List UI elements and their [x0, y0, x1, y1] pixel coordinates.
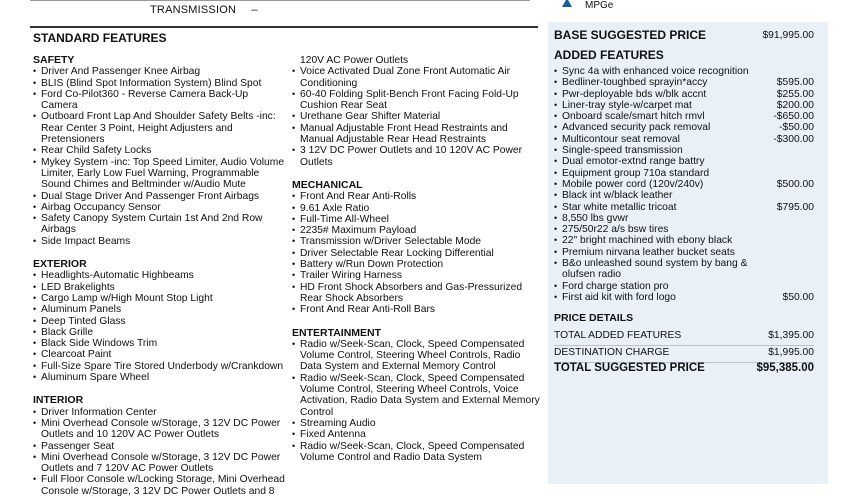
list-item: • Deep Tinted Glass: [33, 316, 285, 327]
added-feature-price: $595.00: [776, 77, 814, 89]
added-feature-name: • Bedliner-toughbed sprayin*accy: [554, 77, 707, 88]
added-feature-name: • Mobile power cord (120v/240v): [554, 179, 703, 190]
safety-list: [33, 66, 285, 247]
added-feature-row: [554, 77, 814, 88]
total-price-row: [554, 363, 814, 374]
list-item: • Voice Activated Dual Zone Front Automatic Air Conditioning: [292, 66, 542, 89]
standard-features-title: STANDARD FEATURES: [33, 31, 167, 45]
exterior-title: EXTERIOR: [33, 258, 87, 271]
added-feature-row: [554, 292, 814, 303]
added-feature-price: -$50.00: [779, 122, 814, 134]
added-feature-row: [554, 100, 814, 111]
added-features-list: [554, 66, 814, 303]
list-item: • Outboard Front Lap And Shoulder Safety Belts -inc: Rear Center 3 Point, Height Adjusters and Pretensioners: [33, 111, 285, 145]
list-item: • Aluminum Panels: [33, 304, 285, 315]
base-price-label: BASE SUGGESTED PRICE: [554, 28, 707, 42]
exterior-list: [33, 270, 285, 383]
top-divider: [30, 0, 530, 1]
added-feature-name: • Liner-tray style-w/carpet mat: [554, 100, 692, 111]
added-feature-row: [554, 168, 814, 179]
list-item: • Dual Stage Driver And Passenger Front Airbags: [33, 191, 285, 202]
interior-title: INTERIOR: [33, 394, 84, 407]
list-item: • Driver Selectable Rear Locking Differential: [292, 248, 542, 259]
added-feature-row: [554, 134, 814, 145]
list-item: • 60-40 Folding Split-Bench Front Facing Fold-Up Cushion Rear Seat: [292, 89, 542, 112]
list-item: • Transmission w/Driver Selectable Mode: [292, 236, 542, 247]
mpge-label: MPGe: [585, 0, 614, 11]
added-feature-price: $500.00: [776, 178, 814, 190]
list-item: • 3 12V DC Power Outlets and 10 120V AC Power Outlets: [292, 145, 542, 168]
added-feature-price: $255.00: [776, 88, 814, 100]
list-item: • 9.61 Axle Ratio: [292, 203, 542, 214]
added-feature-name: • 275/50r22 a/s bsw tires: [554, 224, 668, 235]
list-item: • Urethane Gear Shifter Material: [292, 111, 542, 122]
list-item: • Radio w/Seek-Scan, Clock, Speed Compensated Volume Control, Steering Wheel Controls, Voice Activation, Radio Data System and External Memory Control: [292, 373, 542, 418]
entertainment-title: ENTERTAINMENT: [292, 326, 382, 339]
list-item: • Battery w/Run Down Protection: [292, 259, 542, 270]
added-feature-name: • Onboard scale/smart hitch rmvl: [554, 111, 705, 122]
list-item: • Fixed Antenna: [292, 429, 542, 440]
section-divider: [30, 26, 538, 28]
added-feature-row: [554, 156, 814, 167]
list-item: • Headlights-Automatic Highbeams: [33, 270, 285, 281]
list-item: • Aluminum Spare Wheel: [33, 372, 285, 383]
added-feature-row: [554, 145, 814, 156]
list-item: • Cargo Lamp w/High Mount Stop Light: [33, 293, 285, 304]
added-feature-row: [554, 235, 814, 246]
list-item: • HD Front Shock Absorbers and Gas-Pressurized Rear Shock Absorbers: [292, 282, 542, 305]
added-feature-row: [554, 202, 814, 213]
added-feature-name: • Advanced security pack removal: [554, 122, 710, 133]
features-column-2: [292, 55, 542, 463]
safety-title: SAFETY: [33, 54, 75, 66]
price-detail-label: TOTAL ADDED FEATURES: [554, 330, 682, 341]
list-item: • Full-Size Spare Tire Stored Underbody w/Crankdown: [33, 361, 285, 372]
added-feature-row: [554, 122, 814, 133]
list-item: • Driver Information Center: [33, 407, 285, 418]
added-feature-row: [554, 111, 814, 122]
list-item: • Ford Co-Pilot360 - Reverse Camera Back-Up Camera: [33, 89, 285, 112]
list-item: • Front And Rear Anti-Rolls: [292, 191, 542, 202]
list-item: • Radio w/Seek-Scan, Clock, Speed Compensated Volume Control and Radio Data System: [292, 441, 542, 464]
added-feature-name: • Single-speed transmission: [554, 145, 683, 156]
added-feature-row: [554, 247, 814, 258]
list-item: • Driver And Passenger Knee Airbag: [33, 66, 285, 77]
price-detail-value: $1,995.00: [768, 347, 814, 358]
added-feature-price: $50.00: [782, 291, 814, 303]
added-feature-name: • 22" bright machined with ebony black: [554, 235, 732, 246]
interior-continued-list: [292, 66, 542, 168]
added-feature-name: • Pwr-deployable bds w/blk accnt: [554, 89, 706, 100]
added-feature-price: $200.00: [776, 99, 814, 111]
transmission-row: [150, 4, 258, 16]
added-feature-row: [554, 179, 814, 190]
added-feature-price: $795.00: [776, 201, 814, 213]
list-item: • Rear Child Safety Locks: [33, 145, 285, 156]
price-detail-label: DESTINATION CHARGE: [554, 347, 670, 358]
added-feature-price: -$650.00: [773, 111, 814, 123]
added-feature-row: [554, 258, 814, 281]
interior-list: [33, 407, 285, 497]
list-item: • Streaming Audio: [292, 418, 542, 429]
added-feature-price: -$300.00: [773, 133, 814, 145]
features-column-1: [33, 55, 285, 497]
added-features-title: ADDED FEATURES: [554, 48, 664, 62]
list-item: • Trailer Wiring Harness: [292, 270, 542, 281]
list-item: • Mykey System -inc: Top Speed Limiter, Audio Volume Limiter, Early Low Fuel Warning, Programmable Sound Chimes and Beltminder w/Audio Mute: [33, 157, 285, 191]
added-feature-name: • Dual emotor-extnd range battry: [554, 156, 705, 167]
list-item: • Passenger Seat: [33, 441, 285, 452]
transmission-value: –: [251, 4, 258, 16]
list-item: • Manual Adjustable Front Head Restraints and Manual Adjustable Rear Head Restraints: [292, 123, 542, 146]
list-item: • Mini Overhead Console w/Storage, 3 12V DC Power Outlets and 10 120V AC Power Outlets: [33, 418, 285, 441]
list-item: • Full Floor Console w/Locking Storage, Mini Overhead Console w/Storage, 3 12V DC Power Outlets and 8: [33, 474, 285, 497]
added-feature-row: [554, 89, 814, 100]
list-item: • Airbag Occupancy Sensor: [33, 202, 285, 213]
list-item: • LED Brakelights: [33, 282, 285, 293]
added-feature-row: [554, 281, 814, 292]
list-item: • Black Grille: [33, 327, 285, 338]
price-details-table: [554, 329, 814, 363]
list-item: • Black Side Windows Trim: [33, 338, 285, 349]
list-item: • Radio w/Seek-Scan, Clock, Speed Compensated Volume Control, Steering Wheel Controls, Radio Data System and External Memory Control: [292, 339, 542, 373]
list-item: • Full-Time All-Wheel: [292, 214, 542, 225]
total-price-label: TOTAL SUGGESTED PRICE: [554, 362, 705, 374]
added-feature-row: [554, 224, 814, 235]
fuel-economy-icon: [560, 0, 574, 8]
list-item: • 2235# Maximum Payload: [292, 225, 542, 236]
added-feature-row: [554, 213, 814, 224]
added-feature-name: • Sync 4a with enhanced voice recognition: [554, 66, 749, 77]
added-feature-name: • Equipment group 710a standard: [554, 168, 709, 179]
price-details-title: PRICE DETAILS: [554, 312, 634, 324]
added-feature-name: • Multicontour seat removal: [554, 134, 680, 145]
list-item: • Front And Rear Anti-Roll Bars: [292, 304, 542, 315]
interior-continued-line: 120V AC Power Outlets: [300, 55, 409, 66]
mechanical-title: MECHANICAL: [292, 178, 363, 191]
added-feature-name: • First aid kit with ford logo: [554, 292, 676, 303]
price-detail-value: $1,395.00: [768, 330, 814, 341]
base-price-value: $91,995.00: [762, 30, 814, 41]
price-detail-row: [554, 329, 814, 346]
added-feature-name: • Premium nirvana leather bucket seats: [554, 247, 735, 258]
list-item: • BLIS (Blind Spot Information System) Blind Spot: [33, 78, 285, 89]
price-detail-row: [554, 346, 814, 363]
total-price-value: $95,385.00: [756, 362, 814, 374]
added-feature-row: [554, 190, 814, 201]
base-price-row: [554, 30, 814, 41]
added-feature-name: • Ford charge station pro: [554, 281, 668, 292]
added-feature-name: • B&o unleashed sound system by bang & olufsen radio: [554, 258, 767, 281]
transmission-label: TRANSMISSION: [150, 4, 237, 16]
list-item: • Mini Overhead Console w/Storage, 3 12V DC Power Outlets and 7 120V AC Power Outlets: [33, 452, 285, 475]
list-item: • Safety Canopy System Curtain 1st And 2nd Row Airbags: [33, 213, 285, 236]
added-feature-name: • 8,550 lbs gvwr: [554, 213, 628, 224]
entertainment-list: [292, 339, 542, 463]
list-item: • Clearcoat Paint: [33, 349, 285, 360]
mechanical-list: [292, 191, 542, 315]
added-feature-name: • Star white metallic tricoat: [554, 202, 676, 213]
list-item: • Side Impact Beams: [33, 236, 285, 247]
added-feature-name: • Black int w/black leather: [554, 190, 672, 201]
added-feature-row: [554, 66, 814, 77]
